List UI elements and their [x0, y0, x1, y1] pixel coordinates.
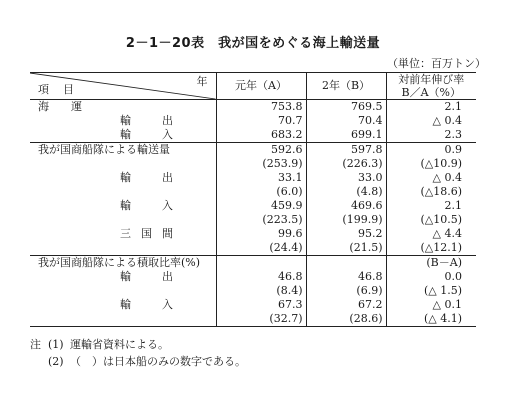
cell-year2: 33.0 — [306, 171, 386, 185]
row-label: 海 運 — [30, 100, 216, 115]
cell-year1: 753.8 — [216, 100, 306, 115]
row-label: 我が国商船隊による積取比率(%) — [30, 256, 216, 271]
cell-year2: 95.2 — [306, 227, 386, 241]
cell-year1: 592.6 — [216, 143, 306, 158]
cell-growth: 2.3 — [444, 128, 462, 141]
cell-growth: 0.0 — [444, 270, 462, 283]
cell-year2: 70.4 — [306, 114, 386, 128]
table-row — [30, 128, 476, 143]
header-col-year1: 元年（A） — [216, 73, 306, 100]
row-label: 我が国商船隊による輸送量 — [30, 143, 216, 158]
cell-year1: (6.0) — [216, 185, 306, 199]
cell-growth: 2.1 — [444, 100, 462, 113]
cell-year2: (199.9) — [306, 213, 386, 227]
table-row — [30, 185, 476, 199]
cell-year1: 33.1 — [216, 171, 306, 185]
cell-year2: (6.9) — [306, 284, 386, 298]
footnote-number: (2) — [48, 355, 64, 368]
table-header-row — [30, 73, 476, 100]
cell-growth: (△12.1) — [420, 241, 462, 254]
table-row — [30, 213, 476, 227]
cell-growth: (B－A) — [386, 256, 476, 271]
table-row — [30, 171, 476, 185]
table-frame — [30, 72, 476, 327]
footnote — [30, 336, 246, 353]
cell-year2: 769.5 — [306, 100, 386, 115]
table-row — [30, 114, 476, 128]
row-label: 輸 出 — [30, 114, 216, 128]
table-title: 2－1－20表 我が国をめぐる海上輸送量 — [125, 36, 381, 51]
row-label: 輸 出 — [30, 270, 216, 284]
cell-year1: 683.2 — [216, 128, 306, 143]
table-row — [30, 270, 476, 284]
cell-growth: (△10.5) — [420, 213, 462, 226]
cell-growth: (△ 1.5) — [423, 284, 462, 297]
header-growth-line1: 対前年伸び率 — [398, 73, 465, 86]
data-table — [30, 72, 476, 327]
row-label: 輸 出 — [30, 171, 216, 185]
row-label — [30, 157, 216, 171]
header-item-label: 項目 — [38, 83, 88, 96]
row-label: 輸 入 — [30, 199, 216, 213]
row-label — [30, 241, 216, 256]
table-row — [30, 298, 476, 312]
cell-year2: (4.8) — [306, 185, 386, 199]
cell-year1: (253.9) — [216, 157, 306, 171]
cell-growth: 0.9 — [386, 143, 476, 158]
cell-growth: △ 0.4 — [432, 114, 462, 127]
cell-year2: 46.8 — [306, 270, 386, 284]
row-label: 三国間 — [30, 227, 216, 241]
cell-year1: 46.8 — [216, 270, 306, 284]
cell-year1: 99.6 — [216, 227, 306, 241]
footnote-number: (1) — [48, 338, 64, 351]
cell-year2: 597.8 — [306, 143, 386, 158]
cell-growth: △ 0.1 — [432, 298, 462, 311]
cell-year1: 67.3 — [216, 298, 306, 312]
cell-year2: 469.6 — [306, 199, 386, 213]
cell-year1: (32.7) — [216, 312, 306, 327]
cell-growth: (△10.9) — [420, 157, 462, 170]
table-row — [30, 100, 476, 115]
cell-year2 — [306, 256, 386, 271]
row-label — [30, 312, 216, 327]
cell-year1: (24.4) — [216, 241, 306, 256]
footnotes — [30, 336, 246, 370]
header-corner-cell — [30, 73, 216, 100]
header-col-growth — [386, 73, 476, 100]
cell-year1: (8.4) — [216, 284, 306, 298]
table-row — [30, 227, 476, 241]
header-growth-line2: B／A（%） — [401, 86, 461, 99]
row-label — [30, 213, 216, 227]
table-row — [30, 241, 476, 256]
header-col-year2: 2年（B） — [306, 73, 386, 100]
cell-year1: (223.5) — [216, 213, 306, 227]
cell-year2: 67.2 — [306, 298, 386, 312]
row-label: 輸 入 — [30, 128, 216, 143]
table-row — [30, 157, 476, 171]
cell-growth: △ 4.4 — [432, 227, 462, 240]
cell-growth: 2.1 — [444, 199, 462, 212]
header-year-label: 年 — [196, 75, 208, 88]
footnote-text: 運輸省資料による。 — [70, 338, 169, 351]
footnote-mark: 注 — [30, 338, 41, 351]
cell-year2: (226.3) — [306, 157, 386, 171]
cell-year2: (28.6) — [306, 312, 386, 327]
table-row — [30, 199, 476, 213]
table-row — [30, 312, 476, 327]
footnote-text: （ ）は日本船のみの数字である。 — [70, 355, 246, 368]
cell-growth: (△18.6) — [420, 185, 462, 198]
cell-year2: (21.5) — [306, 241, 386, 256]
cell-growth: △ 0.4 — [432, 171, 462, 184]
cell-year1 — [216, 256, 306, 271]
cell-year1: 459.9 — [216, 199, 306, 213]
unit-note: （単位：百万トン） — [387, 57, 486, 70]
cell-growth: (△ 4.1) — [423, 312, 462, 325]
row-label — [30, 284, 216, 298]
row-label — [30, 185, 216, 199]
table-row — [30, 284, 476, 298]
table-row — [30, 256, 476, 271]
cell-year1: 70.7 — [216, 114, 306, 128]
table-row — [30, 143, 476, 158]
row-label: 輸 入 — [30, 298, 216, 312]
cell-year2: 699.1 — [306, 128, 386, 143]
footnote — [30, 353, 246, 370]
